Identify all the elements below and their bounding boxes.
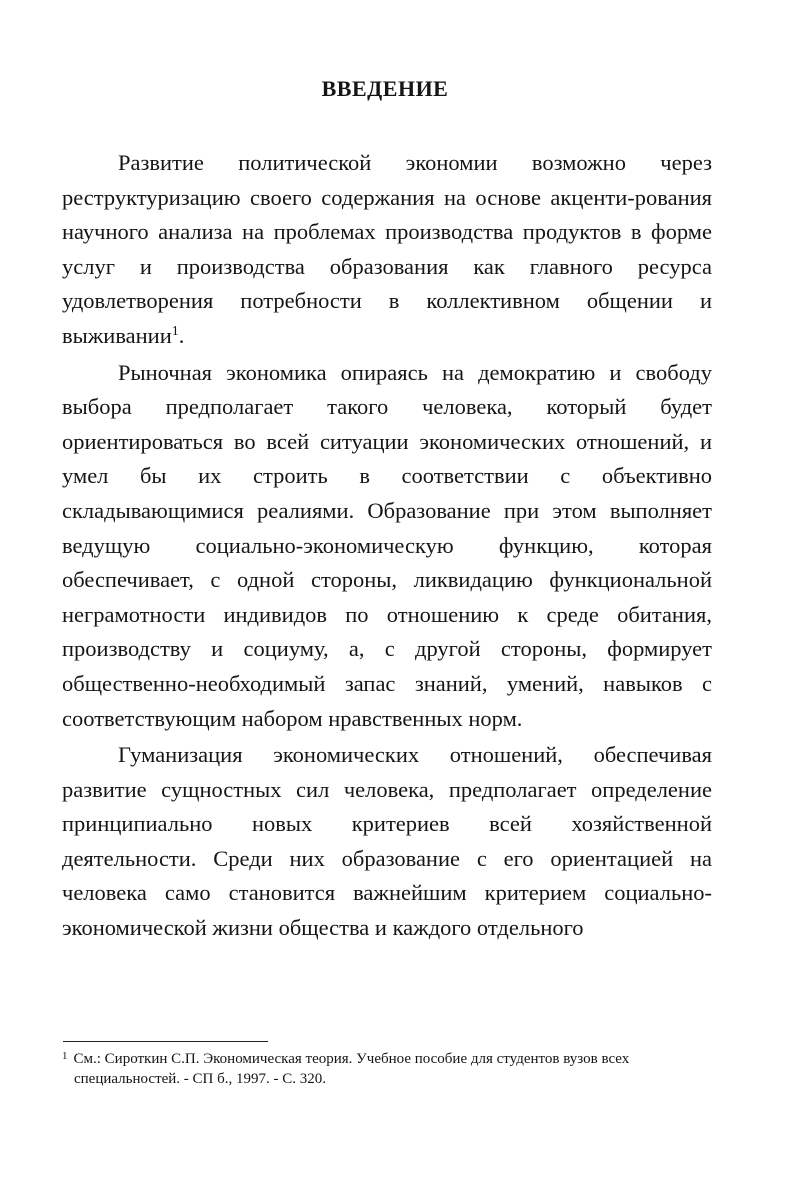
footnote bbox=[62, 1046, 717, 1089]
body-text bbox=[62, 146, 712, 946]
paragraph-1 bbox=[62, 146, 712, 354]
paragraph-1-end: . bbox=[178, 322, 185, 348]
paragraph-2: Рыночная экономика опираясь на демократию и свободу выбора предполагает такого человека, который будет ориентироваться во всей ситуации экономических отношений, и умел бы их строить в соответствии с объективно складывающимися реалиями. Образование при этом выполняет ведущую социально-экономическую функцию, которая обеспечивает, с одной стороны, ликвидацию функциональной неграмотности индивидов по отношению к среде обитания, производству и социуму, а, с другой стороны, формирует общественно-необходимый запас знаний, умений, навыков с соответствующим набором нравственных норм. bbox=[62, 359, 712, 731]
page-title: ВВЕДЕНИЕ bbox=[321, 76, 449, 101]
footnote-line-2: специальностей. - СП б., 1997. - С. 320. bbox=[74, 1071, 327, 1087]
paragraph-3: Гуманизация экономических отношений, обеспечивая развитие сущностных сил человека, предполагает определение принципиально новых критериев всей хозяйственной деятельности. Среди них образование с его ориентацией на человека само становится важнейшим критерием социально-экономической жизни общества и каждого отдельного bbox=[62, 742, 712, 941]
footnote-divider bbox=[63, 1041, 268, 1042]
footnote-marker: 1 bbox=[62, 1050, 68, 1062]
footnote-reference[interactable]: 1 bbox=[171, 323, 179, 339]
paragraph-1-text: Развитие политической экономии возможно через реструктуризацию своего содержания на основе акценти-рования научного анализа на проблемах производства продуктов в форме услуг и производства образования как главного ресурса удовлетворения потребности в коллективном общении и выживании bbox=[62, 150, 712, 348]
footnote-line-1: См.: Сироткин С.П. Экономическая теория. Учебное пособие для студентов вузов всех bbox=[73, 1051, 630, 1067]
